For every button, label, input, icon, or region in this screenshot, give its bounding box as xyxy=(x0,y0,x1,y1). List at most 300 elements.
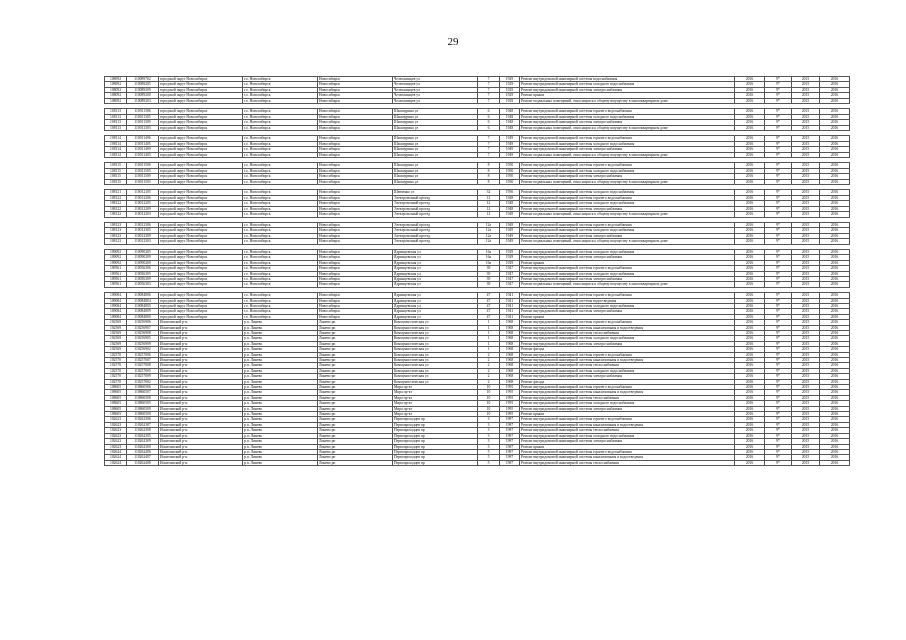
cell-cost: 9* xyxy=(765,412,792,417)
cell-street: Шамшурина ул xyxy=(393,147,478,152)
cell-municipality: Искитимский р-н xyxy=(159,320,243,325)
cell-start-year: 2015 xyxy=(792,293,820,298)
cell-start-year: 2015 xyxy=(792,422,820,427)
cell-cost: 9* xyxy=(765,395,792,400)
cell-settlement: г.о. Новосибирск xyxy=(243,109,318,114)
cell-end-year: 2016 xyxy=(820,379,850,384)
cell-locality: Линево рп xyxy=(318,444,393,449)
cell-house-number: 1 xyxy=(478,341,500,346)
cell-work-id: 110262300 xyxy=(127,444,159,449)
cell-build-year: 1968 xyxy=(500,341,520,346)
cell-cost: 9* xyxy=(765,368,792,373)
cell-end-year: 2016 xyxy=(820,120,850,125)
cell-house-number: 7 xyxy=(478,141,500,146)
cell-street: Первопроходцев пр xyxy=(393,428,478,433)
cell-build-year: 1948 xyxy=(500,201,520,206)
cell-street: Коммунистическая ул xyxy=(393,341,478,346)
cell-build-year: 1987 xyxy=(500,455,520,460)
cell-house-number: 1 xyxy=(478,325,500,330)
cell-municipality: Искитимский р-н xyxy=(159,428,243,433)
cell-cost: 9* xyxy=(765,401,792,406)
cell-house-id: 108113 xyxy=(105,125,127,130)
cell-house-id: 108115 xyxy=(105,174,127,179)
cell-build-year: 1987 xyxy=(500,422,520,427)
cell-start-year: 2015 xyxy=(792,125,820,130)
cell-work-type: Ремонт внутридомовой инженерной системы горячего водоснабжения xyxy=(520,385,735,390)
cell-municipality: городской округ Новосибирск xyxy=(159,125,243,130)
cell-municipality: городской округ Новосибирск xyxy=(159,93,243,98)
cell-build-year: 1929 xyxy=(500,249,520,254)
cell-municipality: Искитимский р-н xyxy=(159,390,243,395)
cell-house-id: 108123 xyxy=(105,233,127,238)
cell-municipality: Искитимский р-н xyxy=(159,401,243,406)
cell-end-year: 2016 xyxy=(820,276,850,281)
cell-locality: Новосибирск xyxy=(318,303,393,308)
cell-cost: 9* xyxy=(765,358,792,363)
cell-work-type: Ремонт внутридомовой инженерной системы холодного водоснабжения xyxy=(520,190,735,195)
cell-municipality: Искитимский р-н xyxy=(159,417,243,422)
cell-build-year: 1949 xyxy=(500,228,520,233)
cell-work-id: 110084806 xyxy=(127,293,159,298)
cell-house-number: 7 xyxy=(478,93,500,98)
cell-build-year: 1968 xyxy=(500,379,520,384)
cell-street: Первопроходцев пр xyxy=(393,417,478,422)
cell-settlement: г.о. Новосибирск xyxy=(243,82,318,87)
cell-work-type: Ремонт внутридомовой инженерной системы канализования и водоотведения xyxy=(520,422,735,427)
cell-work-id: 110256909 xyxy=(127,341,159,346)
cell-build-year: 1950 xyxy=(500,168,520,173)
cell-street: Шамшурина ул xyxy=(393,163,478,168)
cell-house-id: 102570 xyxy=(105,368,127,373)
cell-house-id: 108122 xyxy=(105,206,127,211)
cell-work-type: Ремонт внутридомовой инженерной системы электроснабжения xyxy=(520,341,735,346)
cell-locality: Линево рп xyxy=(318,439,393,444)
cell-locality: Новосибирск xyxy=(318,249,393,254)
cell-start-year: 2015 xyxy=(792,433,820,438)
cell-municipality: городской округ Новосибирск xyxy=(159,190,243,195)
cell-cost: 9* xyxy=(765,271,792,276)
cell-cost: 9* xyxy=(765,336,792,341)
cell-work-id: 110860505 xyxy=(127,401,159,406)
cell-house-id: 108123 xyxy=(105,228,127,233)
cell-build-year: 1948 xyxy=(500,125,520,130)
cell-locality: Линево рп xyxy=(318,385,393,390)
cell-house-number: 5 xyxy=(478,460,500,465)
cell-locality: Линево рп xyxy=(318,320,393,325)
cell-house-id: 102623 xyxy=(105,433,127,438)
cell-street: Шамшурина ул xyxy=(393,120,478,125)
cell-plan-year: 2016 xyxy=(735,379,765,384)
cell-plan-year: 2016 xyxy=(735,93,765,98)
cell-house-id: 108122 xyxy=(105,201,127,206)
cell-street: Электровозный проезд xyxy=(393,195,478,200)
cell-cost: 9* xyxy=(765,239,792,244)
cell-street: Первопроходцев пр xyxy=(393,422,478,427)
cell-work-id: 110011409 xyxy=(127,147,159,152)
cell-locality: Новосибирск xyxy=(318,168,393,173)
cell-end-year: 2016 xyxy=(820,385,850,390)
cell-work-type: Ремонт подвальных помещений, относящихся к общему имуществу в многоквартирном доме xyxy=(520,239,735,244)
cell-municipality: городской округ Новосибирск xyxy=(159,314,243,319)
cell-work-id: 110012105 xyxy=(127,190,159,195)
cell-plan-year: 2016 xyxy=(735,395,765,400)
cell-end-year: 2016 xyxy=(820,168,850,173)
cell-start-year: 2015 xyxy=(792,444,820,449)
cell-street: Шевченко ул xyxy=(393,190,478,195)
cell-street: Первопроходцев пр xyxy=(393,449,478,454)
cell-build-year: 1956 xyxy=(500,190,520,195)
cell-work-type: Ремонт внутридомовой инженерной системы электроснабжения xyxy=(520,276,735,281)
cell-house-id: 108092 xyxy=(105,87,127,92)
cell-build-year: 1929 xyxy=(500,98,520,103)
cell-work-type: Ремонт внутридомовой инженерной системы горячего водоснабжения xyxy=(520,266,735,271)
cell-work-type: Ремонт внутридомовой инженерной системы холодного водоснабжения xyxy=(520,168,735,173)
cell-work-id: 110262309 xyxy=(127,439,159,444)
cell-build-year: 1948 xyxy=(500,195,520,200)
cell-plan-year: 2016 xyxy=(735,179,765,184)
cell-street: Шамшурина ул xyxy=(393,114,478,119)
cell-cost: 9* xyxy=(765,228,792,233)
cell-settlement: р.п. Линево xyxy=(243,379,318,384)
cell-street: Мира пр-кт xyxy=(393,385,478,390)
cell-settlement: г.о. Новосибирск xyxy=(243,179,318,184)
cell-end-year: 2016 xyxy=(820,352,850,357)
cell-cost: 9* xyxy=(765,249,792,254)
cell-municipality: городской округ Новосибирск xyxy=(159,163,243,168)
cell-street: Ядринцевская ул xyxy=(393,309,478,314)
cell-end-year: 2016 xyxy=(820,260,850,265)
cell-plan-year: 2016 xyxy=(735,201,765,206)
cell-municipality: городской округ Новосибирск xyxy=(159,271,243,276)
cell-settlement: г.о. Новосибирск xyxy=(243,212,318,217)
cell-cost: 9* xyxy=(765,417,792,422)
cell-end-year: 2016 xyxy=(820,190,850,195)
cell-start-year: 2015 xyxy=(792,390,820,395)
cell-start-year: 2015 xyxy=(792,255,820,260)
cell-cost: 9* xyxy=(765,179,792,184)
cell-build-year: 1947 xyxy=(500,276,520,281)
cell-plan-year: 2016 xyxy=(735,125,765,130)
cell-cost: 9* xyxy=(765,174,792,179)
cell-work-type: Ремонт крыши xyxy=(520,412,735,417)
cell-house-id: 102570 xyxy=(105,374,127,379)
cell-locality: Линево рп xyxy=(318,374,393,379)
works-table xyxy=(104,76,850,466)
cell-build-year: 1929 xyxy=(500,93,520,98)
cell-municipality: Искитимский р-н xyxy=(159,395,243,400)
cell-settlement: г.о. Новосибирск xyxy=(243,120,318,125)
cell-build-year: 1947 xyxy=(500,266,520,271)
cell-plan-year: 2016 xyxy=(735,401,765,406)
cell-municipality: городской округ Новосибирск xyxy=(159,87,243,92)
cell-settlement: р.п. Линево xyxy=(243,449,318,454)
cell-settlement: г.о. Новосибирск xyxy=(243,239,318,244)
cell-plan-year: 2016 xyxy=(735,293,765,298)
cell-work-id: 110011406 xyxy=(127,136,159,141)
cell-street: Коммунистическая ул xyxy=(393,379,478,384)
cell-house-id: 102570 xyxy=(105,379,127,384)
cell-municipality: Искитимский р-н xyxy=(159,455,243,460)
cell-work-type: Ремонт внутридомовой инженерной системы холодного водоснабжения xyxy=(520,228,735,233)
cell-house-number: 3 xyxy=(478,417,500,422)
cell-cost: 9* xyxy=(765,141,792,146)
cell-work-type: Ремонт внутридомовой инженерной системы горячего водоснабжения xyxy=(520,136,735,141)
cell-municipality: городской округ Новосибирск xyxy=(159,98,243,103)
cell-work-type: Ремонт внутридомовой инженерной системы холодного водоснабжения xyxy=(520,201,735,206)
cell-end-year: 2016 xyxy=(820,336,850,341)
cell-municipality: городской округ Новосибирск xyxy=(159,82,243,87)
cell-street: Челюскинцев ул xyxy=(393,93,478,98)
cell-start-year: 2015 xyxy=(792,179,820,184)
cell-work-id: 110257007 xyxy=(127,358,159,363)
cell-street: Электровозный проезд xyxy=(393,233,478,238)
cell-house-number: 7 xyxy=(478,147,500,152)
cell-build-year: 1929 xyxy=(500,77,520,82)
cell-street: Первопроходцев пр xyxy=(393,460,478,465)
cell-house-id: 108115 xyxy=(105,163,127,168)
cell-house-number: 8 xyxy=(478,179,500,184)
cell-settlement: г.о. Новосибирск xyxy=(243,114,318,119)
cell-end-year: 2016 xyxy=(820,341,850,346)
cell-end-year: 2016 xyxy=(820,114,850,119)
cell-plan-year: 2016 xyxy=(735,347,765,352)
cell-work-type: Ремонт внутридомовой инженерной системы холодного водоснабжения xyxy=(520,401,735,406)
cell-house-id: 102570 xyxy=(105,352,127,357)
cell-settlement: г.о. Новосибирск xyxy=(243,77,318,82)
cell-settlement: г.о. Новосибирск xyxy=(243,276,318,281)
cell-settlement: р.п. Линево xyxy=(243,320,318,325)
cell-locality: Новосибирск xyxy=(318,195,393,200)
cell-cost: 9* xyxy=(765,77,792,82)
cell-work-type: Ремонт внутридомовой инженерной системы холодного водоснабжения xyxy=(520,368,735,373)
cell-municipality: городской округ Новосибирск xyxy=(159,109,243,114)
cell-house-number: 3 xyxy=(478,433,500,438)
cell-cost: 9* xyxy=(765,147,792,152)
cell-build-year: 1929 xyxy=(500,87,520,92)
cell-municipality: Искитимский р-н xyxy=(159,374,243,379)
cell-start-year: 2015 xyxy=(792,406,820,411)
cell-plan-year: 2016 xyxy=(735,320,765,325)
cell-municipality: городской округ Новосибирск xyxy=(159,303,243,308)
cell-street: Ядринцевская ул xyxy=(393,314,478,319)
cell-plan-year: 2016 xyxy=(735,460,765,465)
cell-settlement: г.о. Новосибирск xyxy=(243,282,318,287)
cell-cost: 9* xyxy=(765,109,792,114)
cell-house-id: 108123 xyxy=(105,222,127,227)
cell-settlement: г.о. Новосибирск xyxy=(243,206,318,211)
cell-municipality: городской округ Новосибирск xyxy=(159,168,243,173)
cell-end-year: 2016 xyxy=(820,136,850,141)
cell-end-year: 2016 xyxy=(820,433,850,438)
cell-work-id: 110011506 xyxy=(127,163,159,168)
cell-work-type: Ремонт внутридомовой инженерной системы холодного водоснабжения xyxy=(520,433,735,438)
cell-work-id: 110262306 xyxy=(127,417,159,422)
cell-end-year: 2016 xyxy=(820,363,850,368)
cell-start-year: 2015 xyxy=(792,152,820,157)
cell-start-year: 2015 xyxy=(792,449,820,454)
cell-end-year: 2016 xyxy=(820,147,850,152)
cell-locality: Новосибирск xyxy=(318,282,393,287)
cell-house-number: 10 xyxy=(478,385,500,390)
cell-street: Коммунистическая ул xyxy=(393,368,478,373)
cell-municipality: городской округ Новосибирск xyxy=(159,260,243,265)
cell-settlement: г.о. Новосибирск xyxy=(243,147,318,152)
cell-settlement: г.о. Новосибирск xyxy=(243,233,318,238)
cell-street: Коммунистическая ул xyxy=(393,358,478,363)
cell-start-year: 2015 xyxy=(792,417,820,422)
cell-plan-year: 2016 xyxy=(735,368,765,373)
cell-end-year: 2016 xyxy=(820,368,850,373)
cell-plan-year: 2016 xyxy=(735,374,765,379)
cell-cost: 9* xyxy=(765,82,792,87)
cell-street: Шамшурина ул xyxy=(393,174,478,179)
cell-work-id: 110089209 xyxy=(127,87,159,92)
cell-build-year: 1968 xyxy=(500,325,520,330)
cell-locality: Новосибирск xyxy=(318,152,393,157)
cell-street: Ядринцевская ул xyxy=(393,282,478,287)
cell-locality: Линево рп xyxy=(318,330,393,335)
cell-house-id: 109084 xyxy=(105,298,127,303)
cell-house-id: 102570 xyxy=(105,363,127,368)
cell-locality: Линево рп xyxy=(318,395,393,400)
cell-settlement: р.п. Линево xyxy=(243,363,318,368)
cell-cost: 9* xyxy=(765,347,792,352)
cell-build-year: 1968 xyxy=(500,352,520,357)
cell-locality: Линево рп xyxy=(318,449,393,454)
cell-settlement: г.о. Новосибирск xyxy=(243,266,318,271)
cell-build-year: 1987 xyxy=(500,444,520,449)
cell-street: Ядринцевская ул xyxy=(393,298,478,303)
cell-build-year: 1968 xyxy=(500,358,520,363)
cell-work-type: Ремонт подвальных помещений, относящихся к общему имуществу в многоквартирном доме xyxy=(520,125,735,130)
cell-start-year: 2015 xyxy=(792,368,820,373)
cell-plan-year: 2016 xyxy=(735,298,765,303)
cell-locality: Новосибирск xyxy=(318,163,393,168)
cell-locality: Новосибирск xyxy=(318,309,393,314)
cell-work-type: Ремонт внутридомовой инженерной системы канализования и водоотведения xyxy=(520,390,735,395)
cell-settlement: р.п. Линево xyxy=(243,330,318,335)
cell-street: Электровозный проезд xyxy=(393,212,478,217)
cell-locality: Линево рп xyxy=(318,341,393,346)
cell-settlement: р.п. Линево xyxy=(243,358,318,363)
cell-house-number: 47 xyxy=(478,303,500,308)
cell-locality: Новосибирск xyxy=(318,147,393,152)
cell-work-type: Ремонт внутридомовой инженерной системы горячего водоснабжения xyxy=(520,352,735,357)
cell-house-number: 16а xyxy=(478,260,500,265)
cell-house-id: 109084 xyxy=(105,309,127,314)
cell-municipality: Искитимский р-н xyxy=(159,358,243,363)
cell-start-year: 2015 xyxy=(792,309,820,314)
cell-end-year: 2016 xyxy=(820,439,850,444)
cell-house-id: 108121 xyxy=(105,190,127,195)
cell-house-number: 12а xyxy=(478,233,500,238)
cell-municipality: Искитимский р-н xyxy=(159,347,243,352)
cell-settlement: г.о. Новосибирск xyxy=(243,195,318,200)
table-row xyxy=(105,460,850,465)
cell-locality: Линево рп xyxy=(318,428,393,433)
cell-settlement: г.о. Новосибирск xyxy=(243,152,318,157)
cell-start-year: 2015 xyxy=(792,455,820,460)
cell-house-number: 5 xyxy=(478,449,500,454)
cell-house-id: 108092 xyxy=(105,82,127,87)
cell-cost: 9* xyxy=(765,125,792,130)
cell-start-year: 2015 xyxy=(792,395,820,400)
cell-house-number: 16а xyxy=(478,249,500,254)
cell-house-number: 2 xyxy=(478,352,500,357)
cell-start-year: 2015 xyxy=(792,401,820,406)
cell-build-year: 1949 xyxy=(500,233,520,238)
cell-end-year: 2016 xyxy=(820,298,850,303)
cell-work-type: Ремонт внутридомовой инженерной системы электроснабжения xyxy=(520,439,735,444)
cell-end-year: 2016 xyxy=(820,401,850,406)
cell-municipality: городской округ Новосибирск xyxy=(159,309,243,314)
cell-settlement: р.п. Линево xyxy=(243,347,318,352)
cell-build-year: 1948 xyxy=(500,120,520,125)
cell-work-id: 110257008 xyxy=(127,363,159,368)
cell-house-number: 6 xyxy=(478,120,500,125)
cell-house-number: 47 xyxy=(478,309,500,314)
cell-municipality: Искитимский р-н xyxy=(159,460,243,465)
cell-locality: Новосибирск xyxy=(318,212,393,217)
cell-locality: Новосибирск xyxy=(318,109,393,114)
cell-locality: Линево рп xyxy=(318,390,393,395)
cell-street: Челюскинцев ул xyxy=(393,87,478,92)
cell-street: Ядринцевская ул xyxy=(393,303,478,308)
cell-cost: 9* xyxy=(765,406,792,411)
cell-plan-year: 2016 xyxy=(735,260,765,265)
cell-build-year: 1929 xyxy=(500,255,520,260)
cell-work-type: Ремонт внутридомовой инженерной системы электроснабжения xyxy=(520,147,735,152)
cell-build-year: 1995 xyxy=(500,390,520,395)
cell-end-year: 2016 xyxy=(820,109,850,114)
cell-street: Коммунистическая ул xyxy=(393,330,478,335)
cell-cost: 9* xyxy=(765,195,792,200)
cell-street: Коммунистическая ул xyxy=(393,363,478,368)
cell-street: Ядринцевская ул xyxy=(393,276,478,281)
cell-work-id: 110090205 xyxy=(127,249,159,254)
cell-end-year: 2016 xyxy=(820,82,850,87)
cell-work-type: Ремонт фасада xyxy=(520,379,735,384)
cell-work-id: 110011309 xyxy=(127,120,159,125)
cell-work-id: 110860500 xyxy=(127,412,159,417)
cell-house-number: 6 xyxy=(478,109,500,114)
cell-build-year: 1948 xyxy=(500,206,520,211)
cell-house-number: 39 xyxy=(478,266,500,271)
cell-build-year: 1995 xyxy=(500,385,520,390)
cell-house-id: 109084 xyxy=(105,303,127,308)
cell-cost: 9* xyxy=(765,233,792,238)
cell-house-number: 12 xyxy=(478,201,500,206)
cell-cost: 9* xyxy=(765,260,792,265)
cell-settlement: р.п. Линево xyxy=(243,460,318,465)
cell-locality: Новосибирск xyxy=(318,174,393,179)
cell-plan-year: 2016 xyxy=(735,417,765,422)
cell-house-number: 7 xyxy=(478,98,500,103)
cell-house-number: 7 xyxy=(478,77,500,82)
cell-plan-year: 2016 xyxy=(735,309,765,314)
cell-street: Ядринцевская ул xyxy=(393,266,478,271)
cell-settlement: р.п. Линево xyxy=(243,395,318,400)
cell-work-id: 110011503 xyxy=(127,179,159,184)
cell-start-year: 2015 xyxy=(792,233,820,238)
cell-cost: 9* xyxy=(765,152,792,157)
cell-work-id: 110860509 xyxy=(127,406,159,411)
cell-end-year: 2016 xyxy=(820,87,850,92)
cell-start-year: 2015 xyxy=(792,168,820,173)
cell-settlement: р.п. Линево xyxy=(243,406,318,411)
cell-end-year: 2016 xyxy=(820,455,850,460)
cell-start-year: 2015 xyxy=(792,228,820,233)
